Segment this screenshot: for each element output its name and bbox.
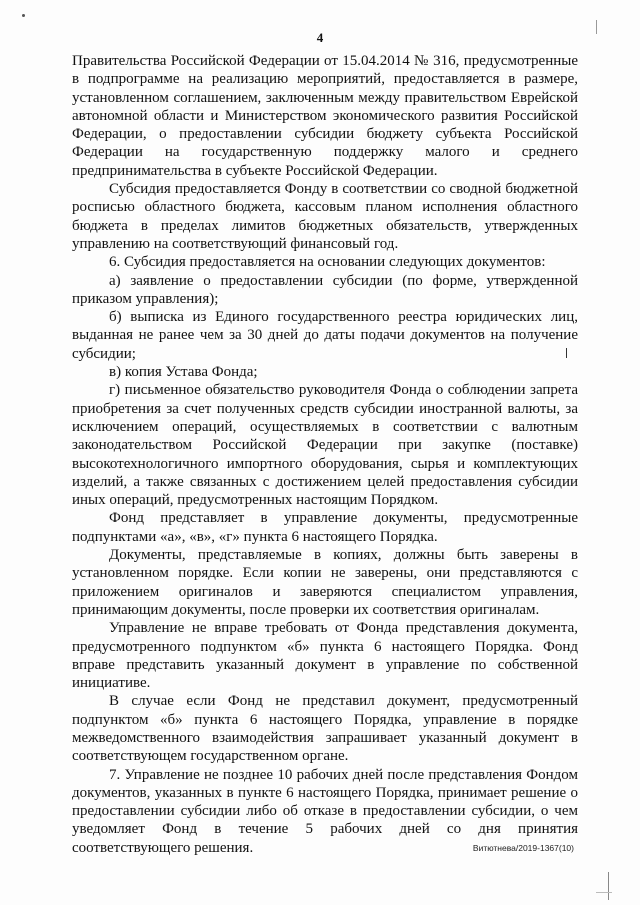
paragraph: б) выписка из Единого государственного реестра юридических лиц, выданная не ранее чем за 30 дней до даты подачи документов на получение субсидии; <box>72 309 578 362</box>
paragraph: В случае если Фонд не представил документ, предусмотренный подпунктом «б» пункта 6 настоящего Порядка, управление в порядке межведомственного взаимодействия запрашивает указанный документ в соответствующем государственном органе. <box>72 693 578 765</box>
document-body <box>72 52 578 857</box>
paragraph: Правительства Российской Федерации от 15.04.2014 № 316, предусмотренные в подпрограмме на реализацию мероприятий, предоставляется в размере, установленном соглашением, заключенным между правительством Еврейской автономной области и Министерством экономического развития Российской Федерации, о предоставлении субсидии бюджету субъекта Российской Федерации на государственную поддержку малого и среднего предпринимательства в субъекте Российской Федерации. <box>72 53 578 179</box>
scan-artifact <box>596 892 612 893</box>
paragraph: г) письменное обязательство руководителя Фонда о соблюдении запрета приобретения за счет полученных средств субсидии иностранной валюты, за исключением операций, осуществляемых в соответствии с валютным законодательством Российской Федерации при закупке (поставке) высокотехнологичного импортного оборудования, сырья и комплектующих изделий, а также связанных с достижением целей предоставления субсидии иных операций, предусмотренных настоящим Порядком. <box>72 382 578 509</box>
scan-artifact <box>608 872 609 900</box>
paragraph: Фонд представляет в управление документы, предусмотренные подпунктами «а», «в», «г» пункта 6 настоящего Порядка. <box>72 510 578 545</box>
scan-artifact <box>22 14 25 17</box>
scan-artifact <box>566 348 567 358</box>
paragraph: Документы, представляемые в копиях, должны быть заверены в установленном порядке. Если копии не заверены, они представляются с приложением оригиналов и заверяются специалистом управления, принимающим документы, после проверки их соответствия оригиналам. <box>72 547 578 618</box>
paragraph: Управление не вправе требовать от Фонда представления документа, предусмотренного подпунктом «б» пункта 6 настоящего Порядка. Фонд вправе представить указанный документ в управление по собственной инициативе. <box>72 620 578 692</box>
document-code: Витютнева/2019-1367(10) <box>472 843 574 853</box>
paragraph: Субсидия предоставляется Фонду в соответствии со сводной бюджетной росписью областного бюджета, кассовым планом исполнения областного бюджета в пределах лимитов бюджетных обязательств, утвержденных управлению на соответствующий финансовый год. <box>72 181 578 252</box>
scan-artifact <box>596 20 597 34</box>
paragraph: а) заявление о предоставлении субсидии (по форме, утвержденной приказом управления); <box>72 272 578 307</box>
paragraph: в) копия Устава Фонда; <box>109 364 258 381</box>
paragraph: 6. Субсидия предоставляется на основании следующих документов: <box>109 254 546 271</box>
paragraph: 7. Управление не позднее 10 рабочих дней после представления Фондом документов, указанных в пункте 6 настоящего Порядка, принимает решение о предоставлении субсидии либо об отказе в предоставлении субсидии, о чем уведомляет Фонд в течение 5 рабочих дней со дня принятия соответствующего решения. <box>72 766 578 856</box>
page-number: 4 <box>316 30 324 45</box>
